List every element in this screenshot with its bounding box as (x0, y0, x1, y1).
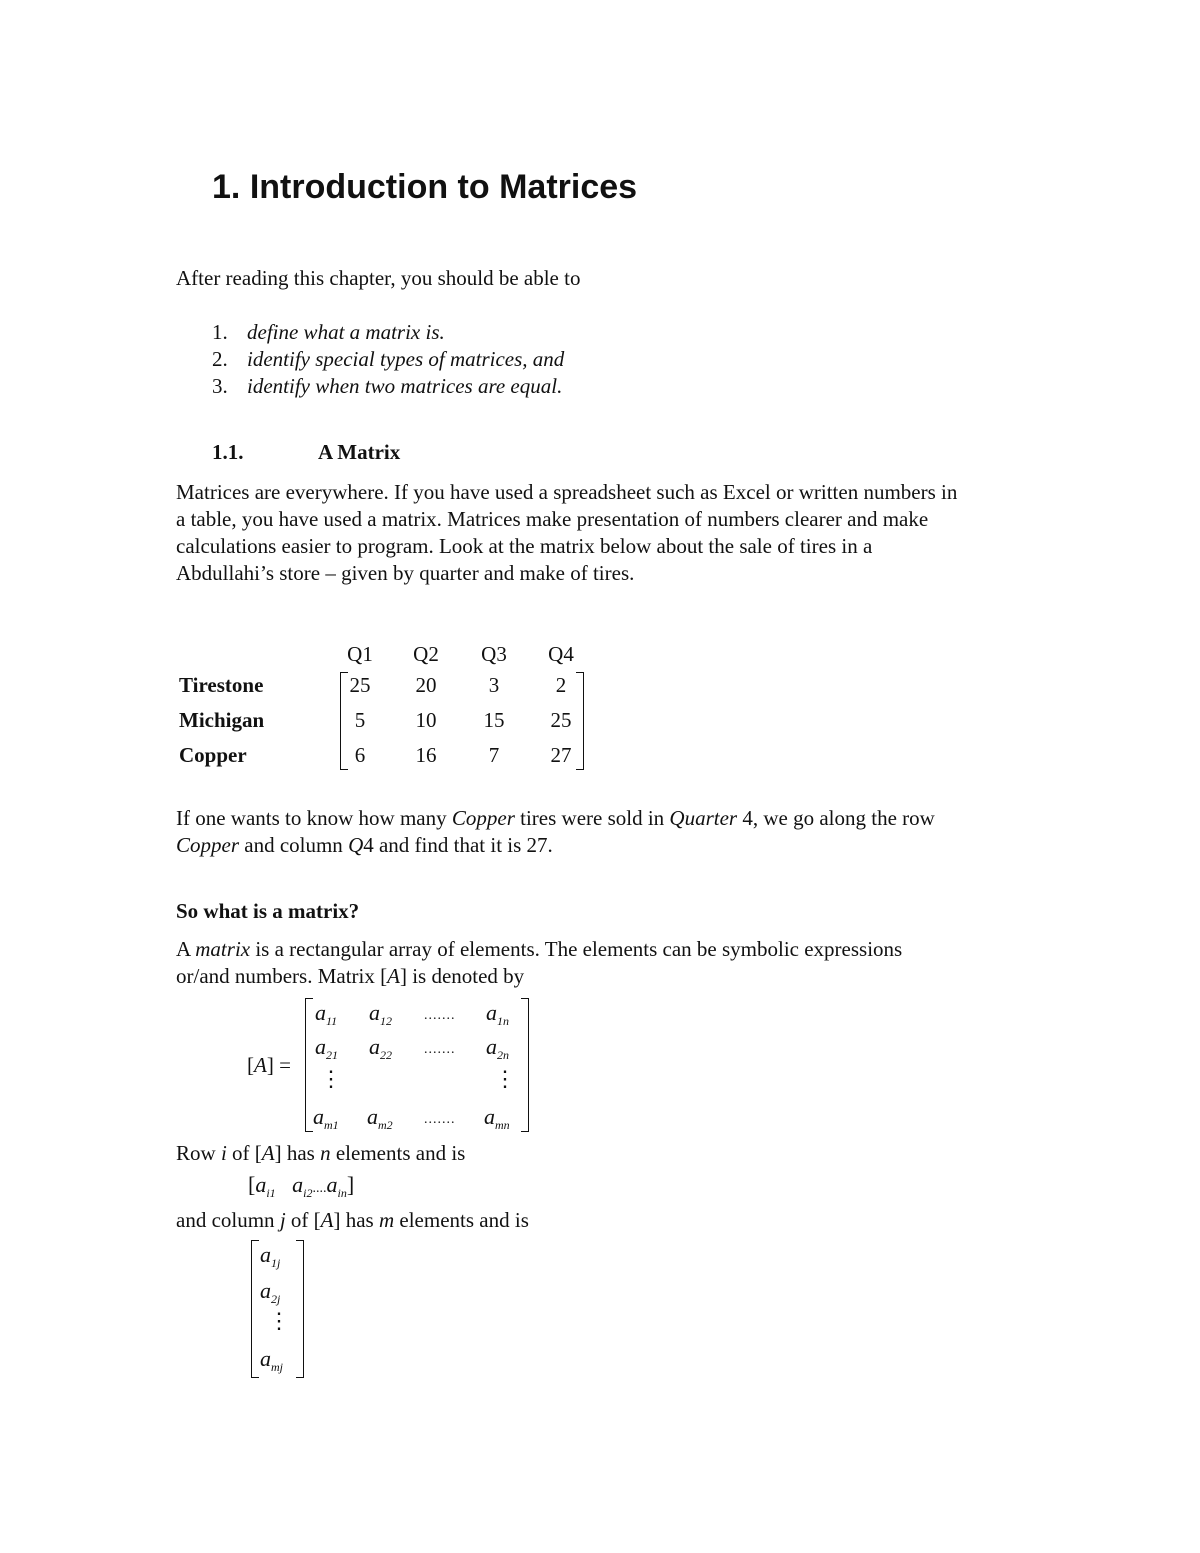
matrix-element: $a_{m2}$ (367, 1104, 393, 1132)
matrix-cell: 5 (354, 708, 366, 732)
chapter-heading (212, 168, 637, 207)
right-bracket (296, 1240, 304, 1378)
left-bracket (251, 1240, 259, 1378)
column-description: and column j of [A] has m elements and is (176, 1208, 529, 1232)
column-header: Q1 (347, 642, 373, 666)
vector-element: $a_{mj}$ (260, 1346, 283, 1374)
vector-element: $a_{2j}$ (260, 1278, 281, 1306)
matrix-cell: 3 (488, 673, 500, 697)
right-bracket (521, 998, 529, 1132)
objective-item: 2. (212, 347, 228, 371)
matrix-cell: 16 (415, 743, 437, 767)
vertical-dots: ⋮ (494, 1066, 516, 1091)
chapter-title: Introduction to Matrices (249, 168, 638, 206)
section-title: A Matrix (318, 440, 401, 464)
matrix-element: $a_{mn}$ (484, 1104, 510, 1132)
paragraph-copper: If one wants to know how many Copper tires were sold in Quarter 4, we go along the row Copper and column Q4 and find that it is 27. (176, 806, 935, 857)
objective-text: define what a matrix is. (247, 320, 445, 344)
vertical-dots: ⋮ (268, 1308, 290, 1333)
paragraph-line: calculations easier to program. Look at the matrix below about the sale of tires in a (176, 534, 873, 558)
column-header: Q2 (413, 642, 439, 666)
matrix-lhs: [A] = (247, 1053, 291, 1077)
paragraph-line: Matrices are everywhere. If you have used a spreadsheet such as Excel or written numbers in (176, 480, 958, 504)
vector-element: $a_{1j}$ (260, 1242, 281, 1270)
matrix-element: $a_{1n}$ (486, 1000, 509, 1028)
paragraph-line: Abdullahi’s store – given by quarter and make of tires. (176, 561, 635, 585)
matrix-cell: 25 (550, 708, 572, 732)
objective-text: identify special types of matrices, and (247, 347, 565, 371)
matrix-element: $a_{2n}$ (486, 1034, 509, 1062)
matrix-element: $a_{m1}$ (313, 1104, 339, 1132)
matrix-cell: 10 (415, 708, 437, 732)
row-label: Tirestone (179, 673, 264, 697)
matrix-cell: 7 (488, 743, 500, 767)
objective-item: 1. (212, 320, 228, 344)
horizontal-dots: ....... (424, 1112, 456, 1127)
row-label: Michigan (179, 708, 265, 732)
vertical-dots: ⋮ (320, 1066, 342, 1091)
matrix-cell: 2 (555, 673, 567, 697)
question-heading: So what is a matrix? (176, 899, 360, 923)
row-vector: [$a_{i1}$ $a_{i2}....a_{in}$] (248, 1172, 355, 1200)
matrix-cell: 27 (550, 743, 572, 767)
column-header: Q4 (548, 642, 574, 666)
column-header: Q3 (481, 642, 507, 666)
matrix-definition: A matrix is a rectangular array of elements. The elements can be symbolic expressions or/and numbers. Matrix [A] is denoted by (176, 937, 903, 988)
chapter-number: 1. (212, 168, 241, 206)
objective-item: 3. (212, 374, 228, 398)
matrix-cell: 20 (415, 673, 437, 697)
row-label: Copper (179, 743, 247, 767)
matrix-element: $a_{12}$ (369, 1000, 392, 1028)
horizontal-dots: ....... (424, 1008, 456, 1023)
left-bracket (305, 998, 313, 1132)
row-description: Row i of [A] has n elements and is (176, 1141, 466, 1165)
horizontal-dots: ....... (424, 1042, 456, 1057)
paragraph-intro (176, 479, 1058, 587)
section-number: 1.1. (212, 440, 244, 464)
paragraph-line: a table, you have used a matrix. Matrices make presentation of numbers clearer and make (176, 507, 929, 531)
matrix-element: $a_{11}$ (315, 1000, 338, 1028)
matrix-element: $a_{22}$ (369, 1034, 392, 1062)
matrix-cell: 25 (349, 673, 371, 697)
matrix-element: $a_{21}$ (315, 1034, 338, 1062)
intro-text: After reading this chapter, you should be able to (176, 266, 581, 290)
matrix-cell: 15 (483, 708, 505, 732)
matrix-cell: 6 (354, 743, 366, 767)
objective-text: identify when two matrices are equal. (247, 374, 563, 398)
